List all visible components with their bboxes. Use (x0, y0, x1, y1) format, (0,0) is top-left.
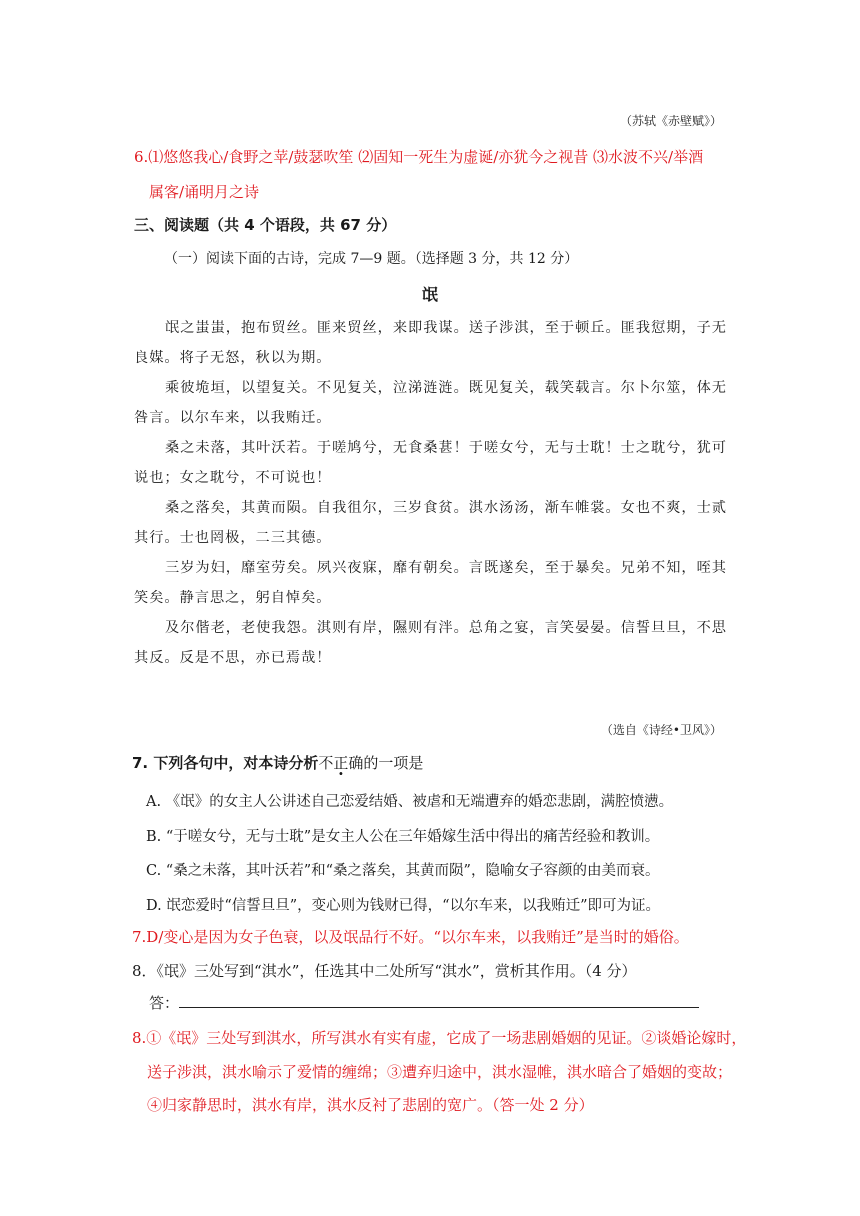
poem-stanza: 桑之未落，其叶沃若。于嗟鸠兮，无食桑葚！于嗟女兮，无与士耽！士之耽兮，犹可说也；女之耽兮，不可说也！ (134, 440, 727, 486)
option-a: A. 《氓》的女主人公讲述自己恋爱结婚、被虐和无端遭弃的婚恋悲剧，满腔愤懑。 (146, 794, 674, 810)
question-8-stem: 8．《氓》三处写到“淇水”，任选其中二处所写“淇水”，赏析其作用。（4 分） (132, 962, 637, 980)
poem-stanza: 桑之落矣，其黄而陨。自我徂尔，三岁食贫。淇水汤汤，渐车帷裳。女也不爽，士贰其行。士也罔极，二三其德。 (134, 500, 727, 546)
poem-title: 氓 (421, 285, 438, 304)
answer-8-line-1: 8.①《氓》三处写到淇水，所写淇水有实有虚，它成了一场悲剧婚姻的见证。②谈婚论嫁时， (132, 1029, 747, 1047)
answer-6-line-2: 属客/诵明月之诗 (149, 183, 260, 201)
poem-stanza: 乘彼垝垣，以望复关。不见复关，泣涕涟涟。既见复关，载笑载言。尔卜尔筮，体无咎言。以尔车来，以我贿迁。 (134, 380, 727, 426)
question-7-stem (132, 752, 423, 773)
poem-stanza: 及尔偕老，老使我怨。淇则有岸，隰则有泮。总角之宴，言笑晏晏。信誓旦旦，不思其反。反是不思，亦已焉哉！ (134, 620, 727, 666)
poem-body (134, 313, 730, 673)
answer-8-line-3: ④归家静思时，淇水有岸，淇水反衬了悲剧的宽广。（答一处 2 分） (147, 1096, 594, 1114)
subsection-instruction: （一）阅读下面的古诗，完成 7—9 题。（选择题 3 分，共 12 分） (164, 251, 579, 267)
answer-line (149, 992, 699, 1013)
question-7-prefix: 7. 下列各句中，对本诗分析 (132, 754, 319, 772)
answer-8-line-2: 送子涉淇，淇水喻示了爱情的缠绵；③遭弃归途中，淇水湿帷，淇水暗合了婚姻的变故； (147, 1063, 733, 1081)
poem-stanza: 三岁为妇，靡室劳矣。夙兴夜寐，靡有朝矣。言既遂矣，至于暴矣。兄弟不知，咥其笑矣。静言思之，躬自悼矣。 (134, 560, 727, 606)
source-citation-top: （苏轼《赤壁赋》） (619, 114, 722, 128)
section-heading: 三、阅读题（共 4 个语段，共 67 分） (134, 216, 397, 234)
option-d: D. 氓恋爱时“信誓旦旦”，变心则为钱财已得，“以尔车来，以我贿迁”即可为证。 (146, 898, 660, 914)
answer-6-line-1: 6.⑴悠悠我心/食野之苹/鼓瑟吹笙 ⑵固知一死生为虚诞/亦犹今之视昔 ⑶水波不兴/举酒 (134, 148, 704, 166)
question-7-suffix: 的一项是 (363, 754, 424, 772)
option-b: B. “于嗟女兮，无与士耽”是女主人公在三年婚嫁生活中得出的痛苦经验和教训。 (146, 829, 660, 845)
answer-label: 答： (149, 994, 180, 1012)
poem-stanza: 氓之蚩蚩，抱布贸丝。匪来贸丝，来即我谋。送子涉淇，至于顿丘。匪我愆期，子无良媒。将子无怒，秋以为期。 (134, 320, 727, 366)
answer-7: 7.D/变心是因为女子色衰，以及氓品行不好。“以尔车来，以我贿迁”是当时的婚俗。 (132, 928, 689, 946)
question-7-emphasis: 不正确 (318, 754, 364, 772)
answer-blank[interactable] (179, 993, 699, 1008)
option-c: C. “桑之未落，其叶沃若”和“桑之落矣，其黄而陨”，隐喻女子容颜的由美而衰。 (146, 863, 660, 879)
poem-source: （选自《诗经•卫风》） (600, 723, 722, 737)
